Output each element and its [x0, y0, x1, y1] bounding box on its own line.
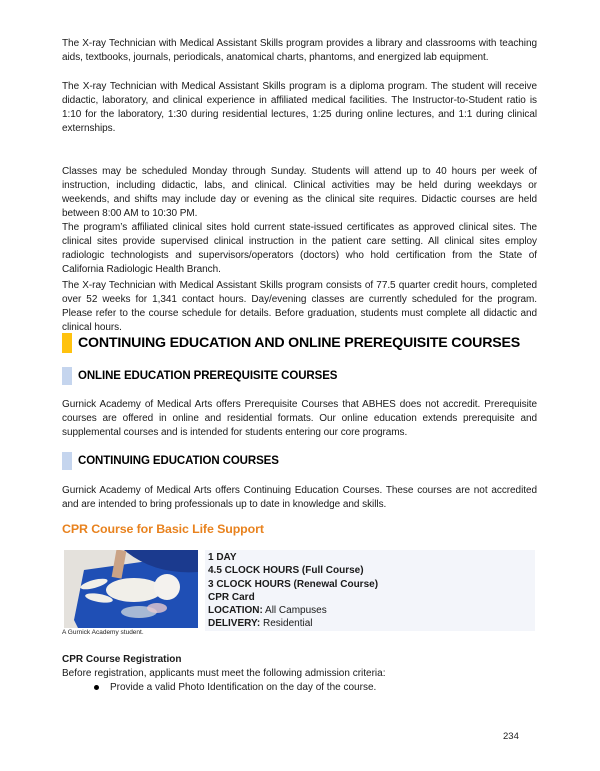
bullet-icon [94, 685, 99, 690]
cpr-info-box [205, 550, 535, 631]
cpr-location [205, 604, 535, 617]
subheading-continuing-title: CONTINUING EDUCATION COURSES [78, 455, 279, 467]
cpr-delivery [205, 617, 535, 630]
registration-intro: Before registration, applicants must meet the following admission criteria: [62, 668, 386, 679]
cpr-credential: CPR Card [208, 591, 255, 603]
subheading-accent-bar [62, 452, 72, 470]
subheading-online [62, 367, 337, 385]
subheading-online-title: ONLINE EDUCATION PREREQUISITE COURSES [78, 370, 338, 382]
paragraph-continuing: Gurnick Academy of Medical Arts offers Continuing Education Courses. These courses are not accredited and are intended to bring professionals up to date in knowledge and skills. [62, 485, 537, 510]
cpr-course-title: CPR Course for Basic Life Support [62, 522, 264, 536]
photo-caption: A Gurnick Academy student. [62, 629, 144, 636]
paragraph-credit-hours: The X-ray Technician with Medical Assistant Skills program consists of 77.5 quarter credit hours, completed over 52 weeks for 1,341 contact hours. Day/evening classes are currently scheduled for the program. Please refer to the course schedule for details. Before graduation, students must complete all didactic and clinical hours. [62, 280, 537, 333]
section-heading [62, 333, 520, 353]
cpr-renewal-hours: 3 CLOCK HOURS (Renewal Course) [208, 578, 379, 590]
heading-accent-bar [62, 333, 72, 353]
page-number: 234 [503, 731, 519, 742]
delivery-value: Residential [260, 618, 313, 630]
cpr-training-photo [64, 550, 198, 628]
subheading-continuing [62, 452, 279, 470]
paragraph-clinical-sites: The program’s affiliated clinical sites hold current state-issued certificates as approved clinical sites. The clinical sites provide supervised clinical instruction in the patient care setting. All clinical sites employ radiologic technologists and supervisors/operators (doctors) who hold certification from the State of California Radiologic Health Branch. [62, 222, 537, 275]
delivery-label: DELIVERY: [208, 618, 261, 630]
paragraph-library: The X-ray Technician with Medical Assistant Skills program provides a library and classrooms with teaching aids, textbooks, journals, periodicals, anatomical charts, phantoms, and energized lab equipment. [62, 38, 537, 63]
section-title: CONTINUING EDUCATION AND ONLINE PREREQUISITE COURSES [78, 335, 521, 351]
criteria-text: Provide a valid Photo Identification on the day of the course. [110, 682, 377, 693]
paragraph-diploma: The X-ray Technician with Medical Assistant Skills program is a diploma program. The student will receive didactic, laboratory, and clinical experience in affiliated medical facilities. The Instructor-to-Student ratio is 1:10 for the laboratory, 1:30 during residential lectures, 1:25 during online lectures, and 1:1 during clinical externships. [62, 81, 537, 134]
location-value: All Campuses [262, 605, 327, 617]
paragraph-schedule: Classes may be scheduled Monday through Sunday. Students will attend up to 40 hours per week of instruction, including didactic, labs, and clinical. Clinical activities may be held during weekdays or weekends, and shifts may include day or evening as the clinical site requires. Didactic courses are held between 8:00 AM to 10:30 PM. [62, 166, 537, 219]
cpr-full-hours: 4.5 CLOCK HOURS (Full Course) [208, 565, 364, 577]
admission-criteria-list [62, 681, 376, 695]
subheading-accent-bar [62, 367, 72, 385]
list-item [62, 681, 376, 695]
location-label: LOCATION: [208, 605, 263, 617]
paragraph-online: Gurnick Academy of Medical Arts offers Prerequisite Courses that ABHES does not accredit. Prerequisite courses are offered in online and residential formats. Our online education extends prerequisite and supplemental courses and is intended for students entering our core programs. [62, 399, 537, 438]
registration-title: CPR Course Registration [62, 654, 182, 665]
cpr-duration: 1 DAY [208, 552, 237, 563]
